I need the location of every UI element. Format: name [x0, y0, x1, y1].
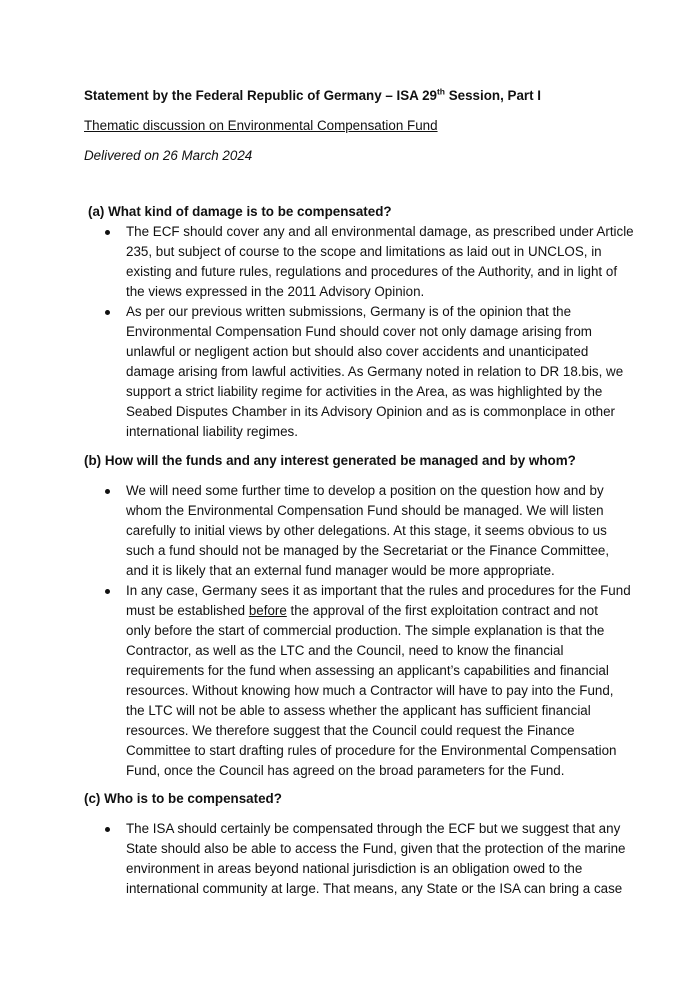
list-item: As per our previous written submissions, Germany is of the opinion that the Environmental Compensation Fund should cover not only damage arising from unlawful or negligent action but should also cover accidents and unanticipated damage arising from lawful activities. As Germany noted in relation to DR 18.bis, we support a strict liability regime for activities in the Area, as was highlighted by the Seabed Disputes Chamber in its Advisory Opinion and as is commonplace in other international liability regimes.	[126, 302, 626, 442]
bullet-icon	[105, 827, 110, 832]
list-item: We will need some further time to develop a position on the question how and by whom the Environmental Compensation Fund should be managed. We will listen carefully to initial views by other delegations. At this stage, it seems obvious to us such a fund should not be managed by the Secretariat or the Finance Committee, and it is likely that an external fund manager would be more appropriate.	[126, 481, 626, 581]
list-item: In any case, Germany sees it as important that the rules and procedures for the Fund must be established before the approval of the first exploitation contract and not only before the start of commercial production. The simple explanation is that the Contractor, as well as the LTC and the Council, need to know the financial requirements for the fund when assessing an applicant’s capabilities and financial resources. Without knowing how much a Contractor will have to pay into the Fund, the LTC will not be able to assess whether the applicant has sufficient financial resources. We therefore suggest that the Council could request the Finance Committee to start drafting rules of procedure for the Environmental Compensation Fund, once the Council has agreed on the broad parameters for the Fund.	[126, 581, 626, 781]
section-b-list	[126, 481, 631, 781]
section-c-list	[126, 819, 626, 899]
bullet-icon	[105, 589, 110, 594]
section-b-heading: (b) How will the funds and any interest generated be managed and by whom?	[84, 453, 576, 468]
title-superscript: th	[436, 86, 445, 97]
delivery-date: Delivered on 26 March 2024	[84, 148, 253, 163]
list-item: The ISA should certainly be compensated through the ECF but we suggest that any State should also be able to access the Fund, given that the protection of the marine environment in areas beyond national jurisdiction is an obligation owed to the international community at large. That means, any State or the ISA can bring a case	[126, 819, 626, 899]
section-a-heading: (a) What kind of damage is to be compensated?	[88, 204, 392, 219]
bullet-icon	[105, 230, 110, 235]
document-subtitle: Thematic discussion on Environmental Compensation Fund	[84, 118, 438, 133]
section-c-heading: (c) Who is to be compensated?	[84, 791, 282, 806]
document-title: Statement by the Federal Republic of Germany – ISA 29th Session, Part I	[84, 86, 542, 103]
bullet-icon	[105, 489, 110, 494]
list-item: The ECF should cover any and all environmental damage, as prescribed under Article 235, but subject of course to the scope and limitations as laid out in UNCLOS, in existing and future rules, regulations and procedures of the Authority, and in light of the views expressed in the 2011 Advisory Opinion.	[126, 222, 626, 302]
emphasis-before: before	[248, 603, 287, 618]
section-a-list	[126, 222, 634, 442]
bullet-icon	[105, 310, 110, 315]
